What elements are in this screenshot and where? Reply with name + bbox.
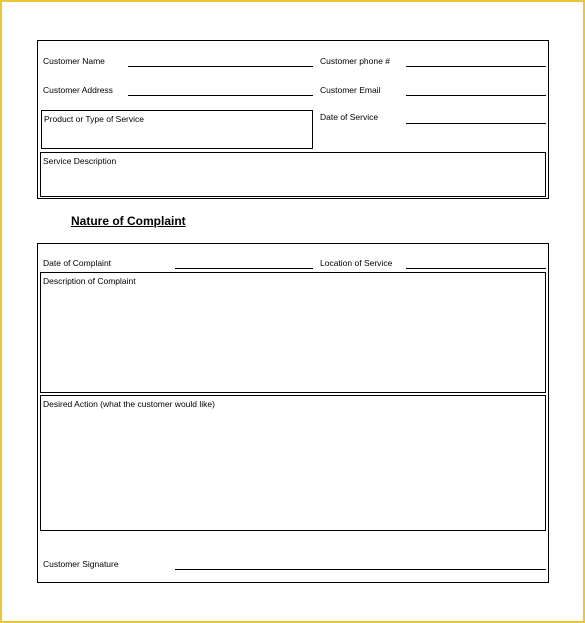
desired-action-box[interactable]: [40, 395, 546, 531]
customer-name-field[interactable]: [128, 66, 313, 67]
date-of-complaint-field[interactable]: [175, 268, 313, 269]
description-of-complaint-box[interactable]: [40, 272, 546, 393]
service-description-label: Service Description: [43, 156, 117, 166]
desired-action-label: Desired Action (what the customer would like): [43, 399, 215, 409]
customer-signature-label: Customer Signature: [43, 559, 119, 569]
date-of-service-label: Date of Service: [320, 112, 379, 122]
customer-name-label: Customer Name: [43, 56, 105, 66]
nature-of-complaint-heading: Nature of Complaint: [71, 214, 186, 228]
customer-address-field[interactable]: [128, 95, 313, 96]
customer-phone-label: Customer phone #: [320, 56, 390, 66]
description-of-complaint-label: Description of Complaint: [43, 276, 136, 286]
customer-email-field[interactable]: [406, 95, 546, 96]
product-service-box[interactable]: [41, 110, 313, 149]
date-of-service-field[interactable]: [406, 123, 546, 124]
customer-address-label: Customer Address: [43, 85, 113, 95]
location-of-service-label: Location of Service: [320, 258, 393, 268]
date-of-complaint-label: Date of Complaint: [43, 258, 112, 268]
customer-signature-field[interactable]: [175, 569, 546, 570]
customer-email-label: Customer Email: [320, 85, 381, 95]
service-description-box[interactable]: [40, 152, 546, 197]
customer-phone-field[interactable]: [406, 66, 546, 67]
product-service-label: Product or Type of Service: [44, 114, 145, 124]
location-of-service-field[interactable]: [406, 268, 546, 269]
